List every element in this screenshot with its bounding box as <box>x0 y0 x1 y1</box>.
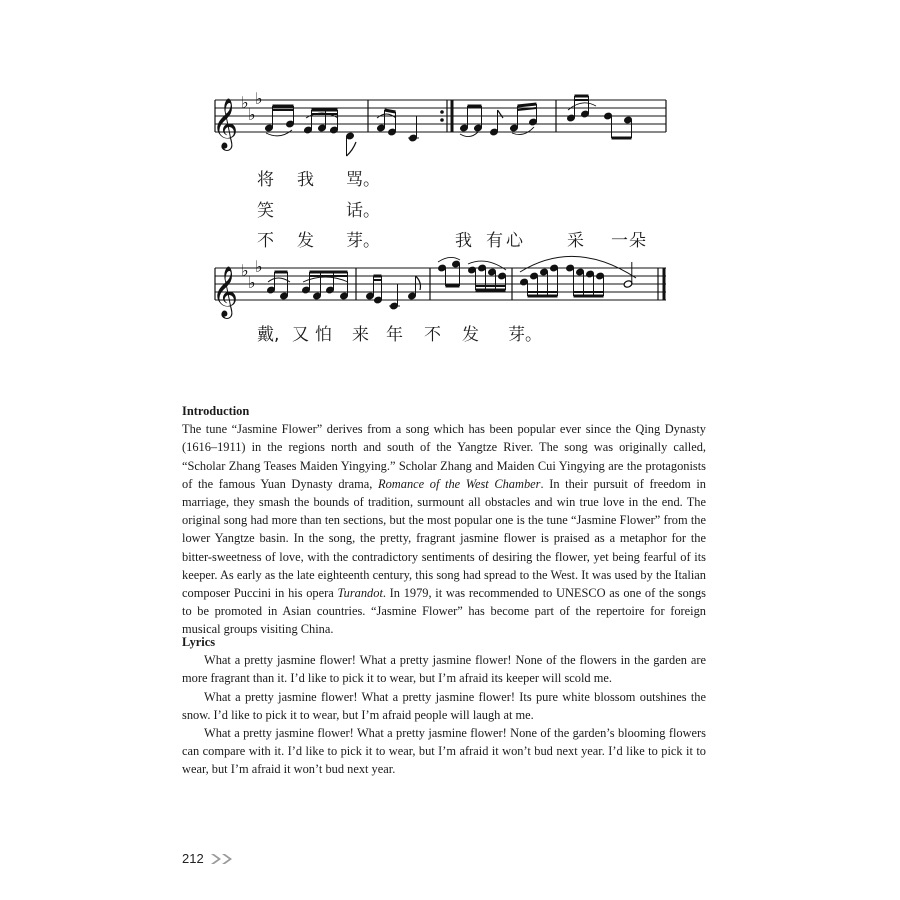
lyric-char: 戴, <box>257 325 280 345</box>
lyric-char: 有 <box>486 231 503 251</box>
lyric-char: 将 <box>257 170 274 190</box>
lyric-char: 不 <box>424 325 441 345</box>
page-footer <box>182 851 236 866</box>
svg-text:♭: ♭ <box>241 93 249 112</box>
lyric-char: 又 <box>292 325 309 345</box>
opera-title: Turandot <box>337 586 383 601</box>
lyric-char: 话。 <box>346 201 380 221</box>
staff-2-notes <box>267 256 636 309</box>
svg-text:♭: ♭ <box>248 273 256 292</box>
lyric-char: 我 <box>455 231 472 251</box>
key-signature-flats <box>241 89 263 124</box>
introduction-section <box>182 402 706 639</box>
lyric-char: 年 <box>386 325 403 345</box>
lyric-char: 发 <box>462 325 479 345</box>
page-number: 212 <box>182 851 204 866</box>
lyric-char: 一 <box>611 231 628 251</box>
lyric-char: 朵 <box>629 231 646 251</box>
treble-clef-icon: 𝄞 <box>212 266 239 317</box>
svg-text:♭: ♭ <box>255 89 263 108</box>
lyric-char: 发 <box>297 231 314 251</box>
lyric-char: 不 <box>257 231 274 251</box>
lyrics-section <box>182 633 706 779</box>
lyric-char: 笑 <box>257 201 274 221</box>
lyric-char: 怕 <box>315 325 332 345</box>
drama-title: Romance of the West Chamber <box>378 476 541 491</box>
lyric-char: 我 <box>297 170 314 190</box>
double-chevron-right-icon <box>210 853 236 865</box>
lyric-char: 来 <box>352 325 369 345</box>
svg-text:♭: ♭ <box>248 105 256 124</box>
lyric-char: 芽。 <box>508 325 542 345</box>
lyric-char: 心 <box>506 231 523 251</box>
introduction-body: The tune “Jasmine Flower” derives from a song which has been popular ever since the Qing Dynasty (1616–1911) in the regions north and south of the Yangtze River. The song was originally called, “Scholar Zhang Teases Maiden Yingying.” Scholar Zhang and Maiden Cui Yingying are the protagonists of the famous Yuan Dynasty drama, Romance of the West Chamber. In their pursuit of freedom in marriage, they smash the bounds of tradition, surmount all obstacles and win true love in the end. The original song had more than ten sections, but the most popular one is the tune “Jasmine Flower” from the lower Yangtze basin. In the song, the pretty, fragrant jasmine flower is praised as a metaphor for the bitter-sweetness of love, with the contradictory sentiments of desiring the flower, yet being fearful of its keeper. As early as the late eighteenth century, this song had spread to the West. It was used by the Italian composer Puccini in his opera Turandot. In 1979, it was recommended to UNESCO as one of the songs to be promoted in Asian countries. “Jasmine Flower” has become part of the repertoire for foreign musical groups visiting China. <box>182 422 706 637</box>
svg-text:♭: ♭ <box>255 257 263 276</box>
lyric-char: 芽。 <box>346 231 380 251</box>
lyrics-paragraph: What a pretty jasmine flower! What a pretty jasmine flower! None of the garden’s blooming flowers can compare with it. I’d like to pick it to wear, but I’m afraid it won’t bud next year. I’d like to pick it to wear, but I’m afraid it won’t bud next year. <box>182 726 706 777</box>
lyrics-heading: Lyrics <box>182 635 216 649</box>
key-signature-flats <box>241 257 263 292</box>
introduction-heading: Introduction <box>182 404 250 418</box>
staff-1-notes <box>265 96 633 156</box>
lyrics-paragraph: What a pretty jasmine flower! What a pretty jasmine flower! Its pure white blossom outshines the snow. I’d like to pick it to wear, but I’m afraid people will laugh at me. <box>182 689 706 722</box>
svg-text:♭: ♭ <box>241 261 249 280</box>
lyrics-paragraph: What a pretty jasmine flower! What a pretty jasmine flower! None of the flowers in the garden are more fragrant than it. I’d like to pick it to wear, but I’m afraid its keeper will scold me. <box>182 653 706 686</box>
treble-clef-icon: 𝄞 <box>212 98 239 149</box>
music-score <box>0 0 900 360</box>
lyric-char: 骂。 <box>346 170 380 190</box>
lyric-char: 采 <box>567 231 584 251</box>
